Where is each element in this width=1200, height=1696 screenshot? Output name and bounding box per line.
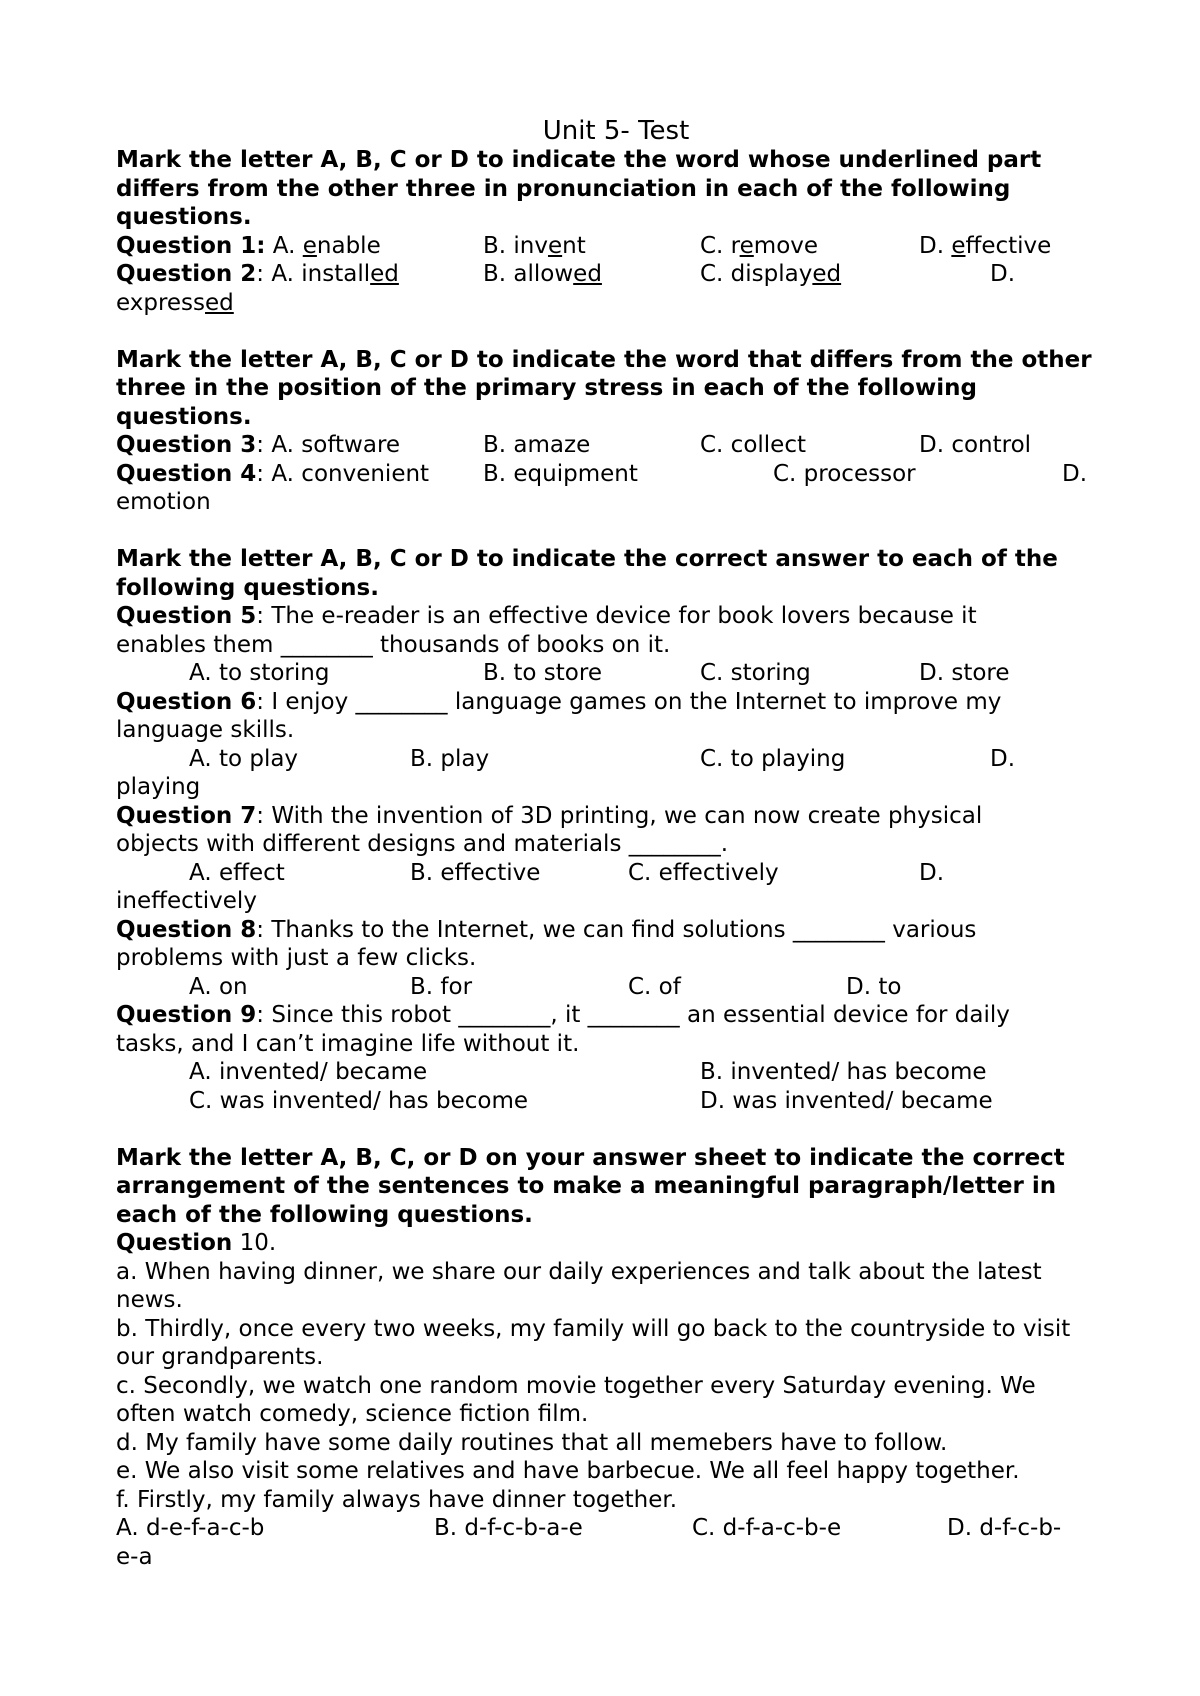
question-10-sentence-c: c. Secondly, we watch one random movie together every Saturday evening. We often watch comedy, science fiction film. bbox=[116, 1372, 1036, 1427]
question-9-option-a: A. invented/ became bbox=[189, 1059, 428, 1085]
question-9-option-c: C. was invented/ has become bbox=[189, 1087, 529, 1114]
question-2-option-c: C. displayed bbox=[700, 261, 842, 287]
question-5-label: Question 5 bbox=[116, 603, 257, 629]
question-6-option-c: C. to playing bbox=[700, 745, 846, 772]
question-3-option-d: D. control bbox=[919, 432, 1032, 458]
question-7-option-a: A. effect bbox=[189, 859, 285, 886]
question-2-label: Question 2 bbox=[116, 261, 257, 287]
page-title: Unit 5- Test bbox=[542, 116, 690, 146]
question-7-option-b: B. effective bbox=[410, 859, 541, 886]
question-9-option-d: D. was invented/ became bbox=[700, 1087, 993, 1114]
question-10-label: Question bbox=[116, 1230, 233, 1256]
question-10-option-a: A. d-e-f-a-c-b bbox=[116, 1515, 265, 1541]
question-10-options bbox=[116, 1514, 1096, 1543]
question-8-option-b: B. for bbox=[410, 973, 473, 1000]
question-10-option-c: C. d-f-a-c-b-e bbox=[692, 1515, 842, 1541]
question-7-stem: Question 7: With the invention of 3D printing, we can now create physical bbox=[116, 802, 983, 829]
question-10-option-b: B. d-f-c-b-a-e bbox=[434, 1515, 583, 1541]
question-3: Question 3: A. software B. amaze C. collect D. control bbox=[116, 432, 1032, 458]
section-4-instruction: Mark the letter A, B, C, or D on your answer sheet to indicate the correct arrangement of the sentences to make a meaningful paragraph/letter in each of the following questions. bbox=[116, 1144, 1065, 1228]
question-8-option-c: C. of bbox=[628, 973, 681, 1000]
question-4-label: Question 4 bbox=[116, 460, 257, 487]
question-1-label: Question 1: bbox=[116, 232, 266, 259]
question-7-option-d: D. bbox=[919, 859, 945, 886]
question-10-sentence-f: f. Firstly, my family always have dinner together. bbox=[116, 1486, 678, 1513]
question-8-label: Question 8 bbox=[116, 916, 257, 943]
question-1: Question 1: A. enable B. invent C. remove D. effective bbox=[116, 232, 1052, 259]
question-5-option-c: C. storing bbox=[700, 660, 811, 686]
question-1-option-b: B. invent bbox=[483, 232, 586, 259]
question-3-label: Question 3 bbox=[116, 432, 257, 458]
question-9-options-ab bbox=[116, 1058, 1096, 1087]
question-1-option-c: C. remove bbox=[700, 232, 819, 259]
question-5-options bbox=[116, 659, 1096, 688]
question-4: Question 4: A. convenient B. equipment C. processor D. bbox=[116, 460, 1088, 487]
question-5-option-b: B. to store bbox=[483, 660, 602, 686]
question-6-options bbox=[116, 745, 1096, 774]
question-9-label: Question 9 bbox=[116, 1002, 257, 1028]
question-7-label: Question 7 bbox=[116, 802, 257, 829]
question-2-continued: expressed bbox=[116, 289, 234, 316]
question-5-option-d: D. store bbox=[919, 660, 1010, 686]
question-10-option-d: D. d-f-c-b- bbox=[947, 1515, 1062, 1541]
question-7-options bbox=[116, 859, 1096, 888]
question-4-option-b: B. equipment bbox=[483, 460, 638, 487]
question-9-stem: Question 9: Since this robot ________, it ________ an essential device for daily bbox=[116, 1002, 1010, 1028]
question-8-option-a: A. on bbox=[189, 973, 248, 1000]
question-10-sentence-b: b. Thirdly, once every two weeks, my family will go back to the countryside to visit our grandparents. bbox=[116, 1315, 1071, 1370]
question-8-stem: Question 8: Thanks to the Internet, we can find solutions ________ various bbox=[116, 916, 977, 943]
question-6-stem: Question 6: I enjoy ________ language games on the Internet to improve my bbox=[116, 688, 1002, 715]
question-2-option-d: D. bbox=[990, 261, 1016, 287]
question-4-continued: emotion bbox=[116, 489, 211, 515]
document-page: Unit 5- Test Mark the letter A, B, C or D to indicate the word whose underlined part differs from the other three in pronunciation in each of the following questions. Question 1: A. enable B. invent C. remove D. effective Question 2: A. installed B. allowed C. displayed D. expressed Mark the letter A, B, C or D to indicate the word that differs from the other three in the position of the primary stress in each of the following questions. Question 3: A. software B. amaze C. collect D. control Question 4: A. convenient B. equipment C. processor D. emotion Mark the letter A, B, C or D to indicate the correct answer to each of the following questions. Question 5: The e-reader is an effective device for book lovers because it enables them ________ thousands of books on it. A. to storing B. to store C. storing D. store Question 6: I enjoy ________ language games on the Internet to improve my language skills. A. to play B. play C. to playing D. playing Question 7: With the invention of 3D printing, we can now create physical objects with different designs and materials ________. A. effect B. effective C. effectively D. ineffectively Question 8: Thanks to the Internet, we can find solutions ________ various problems with just a few clicks. A. on B. for C. of D. to Question 9: Since this robot ________, it ________ an essential device for daily tasks, and I can’t imagine life without it. A. invented/ became B. invented/ has become C. was invented/ has become D. was invented/ became Mark the letter A, B, C, or D on your answer sheet to indicate the correct arrangement of the sentences to make a meaningful paragraph/letter in each of the following questions. Question 10. a. When having dinner, we share our daily experiences and talk about the latest news. b. Thirdly, once every two weeks, my family will go back to the countryside to visit our grandparents. c. Secondly, we watch one random movie together every Saturday evening. We often watch comedy, science fiction film. d. My family have some daily routines that all memebers have to follow. e. We also visit some relatives and have barbecue. We all feel happy together. f. Firstly, my family always have dinner together. A. d-e-f-a-c-b B. d-f-c-b-a-e C. d-f-a-c-b-e D. d-f-c-b- e-a bbox=[116, 108, 1096, 1571]
question-8-options bbox=[116, 973, 1096, 1002]
question-6-option-a: A. to play bbox=[189, 745, 299, 772]
question-4-option-d: D. bbox=[1062, 460, 1088, 487]
question-10-sentence-e: e. We also visit some relatives and have barbecue. We all feel happy together. bbox=[116, 1458, 1020, 1484]
question-10-sentence-a: a. When having dinner, we share our daily experiences and talk about the latest news. bbox=[116, 1258, 1042, 1313]
question-2-option-b: B. allowed bbox=[483, 261, 602, 287]
question-9-option-b: B. invented/ has become bbox=[700, 1059, 987, 1085]
question-10-label-row: Question 10. bbox=[116, 1230, 277, 1256]
question-6-option-d: D. bbox=[990, 745, 1016, 772]
section-1-instruction: Mark the letter A, B, C or D to indicate the word whose underlined part differs from the other three in pronunciation in each of the following questions. bbox=[116, 147, 1042, 230]
question-1-option-d: D. effective bbox=[919, 232, 1052, 259]
question-10-sentence-d: d. My family have some daily routines that all memebers have to follow. bbox=[116, 1429, 948, 1456]
question-6-label: Question 6 bbox=[116, 688, 257, 715]
question-3-option-b: B. amaze bbox=[483, 432, 591, 458]
question-7-option-c: C. effectively bbox=[628, 859, 779, 886]
section-3-instruction: Mark the letter A, B, C or D to indicate the correct answer to each of the following questions. bbox=[116, 546, 1058, 601]
question-5-option-a: A. to storing bbox=[189, 660, 330, 686]
section-2-instruction: Mark the letter A, B, C or D to indicate the word that differs from the other three in the position of the primary stress in each of the following questions. bbox=[116, 346, 1092, 430]
question-5-stem: Question 5: The e-reader is an effective device for book lovers because it bbox=[116, 603, 977, 629]
question-8-option-d: D. to bbox=[846, 973, 902, 1000]
question-2: Question 2: A. installed B. allowed C. displayed D. bbox=[116, 261, 1016, 287]
question-6-option-b: B. play bbox=[410, 745, 490, 772]
question-3-option-c: C. collect bbox=[700, 432, 806, 458]
question-4-option-c: C. processor bbox=[773, 460, 916, 487]
question-9-options-cd bbox=[116, 1087, 1096, 1116]
